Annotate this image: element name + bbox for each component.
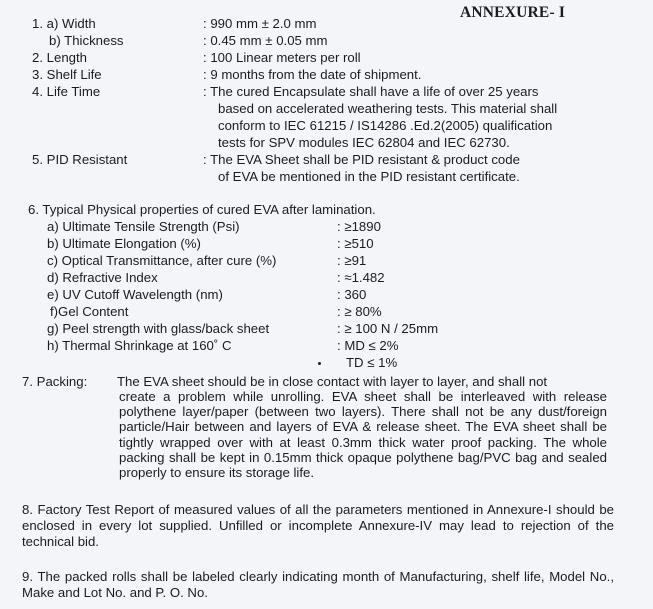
spec-value-length: : 100 Linear meters per roll [203,50,361,65]
phys-value-td: TD ≤ 1% [346,355,398,370]
phys-label-gel: f)Gel Content [50,304,129,319]
phys-value-elongation: : ≥510 [337,236,374,251]
phys-value-uv-cutoff: : 360 [337,287,367,302]
annexure-title: ANNEXURE- I [460,4,566,21]
pid-value: : The EVA Sheet shall be PID resistant & product code [203,152,520,167]
spec-value-thickness: : 0.45 mm ± 0.05 mm [203,33,328,48]
phys-value-tensile: : ≥1890 [337,219,381,234]
life-time-line-4: tests for SPV modules IEC 62804 and IEC 62730. [218,135,510,150]
spec-label-shelf-life: 3. Shelf Life [32,67,102,82]
packing-body: create a problem while unrolling. EVA sheet shall be interleaved with release polythene layer/paper (between two layers). There shall not be any dust/foreign particle/Hair between and layers of EVA & release sheet. The EVA sheet shall be tightly wrapped over with at least 0.3mm thick water proof packing. The whole packing shall be kept in 0.15mm thick opaque polythene bag/PVC bag and sealed properly to ensure its storage life. [119,389,607,481]
phys-label-shrinkage: h) Thermal Shrinkage at 160˚ C [47,338,232,353]
spec-value-width: : 990 mm ± 2.0 mm [203,16,317,31]
pid-value-cont: of EVA be mentioned in the PID resistant certificate. [218,169,520,184]
item-8: 8. Factory Test Report of measured values of all the parameters mentioned in Annexure-I should be enclosed in every lot supplied. Unfilled or incomplete Annexure-IV may lead to rejection of the technical bid. [22,502,614,549]
spec-label-life-time: 4. Life Time [32,84,101,99]
phys-value-shrinkage: : MD ≤ 2% [337,338,399,353]
phys-value-peel: : ≥ 100 N / 25mm [337,321,439,336]
phys-value-refractive: : ≈1.482 [337,270,385,285]
bullet-dot [318,362,321,365]
phys-label-refractive: d) Refractive Index [47,270,158,285]
life-time-line-3: conform to IEC 61215 / IS14286 .Ed.2(2005) qualification [218,118,553,133]
pid-label: 5. PID Resistant [32,152,128,167]
phys-label-transmittance: c) Optical Transmittance, after cure (%) [47,253,277,268]
phys-label-elongation: b) Ultimate Elongation (%) [47,236,201,251]
phys-label-tensile: a) Ultimate Tensile Strength (Psi) [47,219,240,234]
packing-label: 7. Packing: [22,374,88,389]
phys-value-gel: : ≥ 80% [337,304,382,319]
spec-label-thickness: b) Thickness [49,33,124,48]
physical-heading: 6. Typical Physical properties of cured EVA after lamination. [28,202,376,217]
spec-label-length: 2. Length [32,50,87,65]
packing-first-line: The EVA sheet should be in close contact with layer to layer, and shall not [117,374,548,389]
spec-value-life-time: : The cured Encapsulate shall have a life of over 25 years [203,84,539,99]
phys-label-uv-cutoff: e) UV Cutoff Wavelength (nm) [47,287,223,302]
phys-label-peel: g) Peel strength with glass/back sheet [47,321,270,336]
spec-label-width: 1. a) Width [32,16,96,31]
life-time-line-2: based on accelerated weathering tests. This material shall [218,101,558,116]
item-9: 9. The packed rolls shall be labeled clearly indicating month of Manufacturing, shelf life, Model No., Make and Lot No. and P. O. No. [22,569,614,600]
spec-value-shelf-life: : 9 months from the date of shipment. [203,67,422,82]
phys-value-transmittance: : ≥91 [337,253,367,268]
